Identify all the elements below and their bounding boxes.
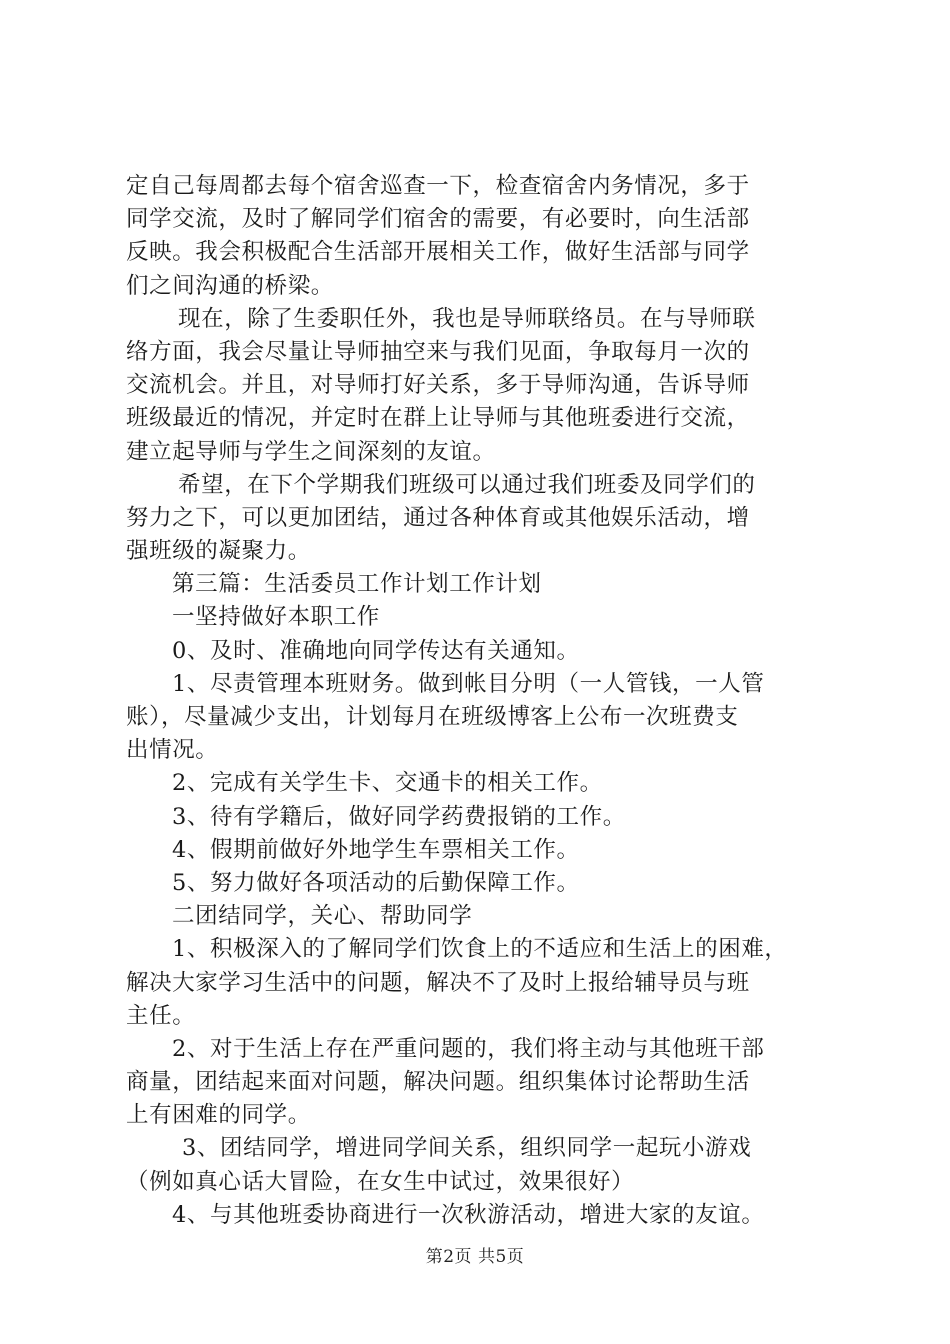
list-item: 2、对于生活上存在严重问题的，我们将主动与其他班干部: [172, 1035, 765, 1062]
list-item: 4、与其他班委协商进行一次秋游活动，增进大家的友谊。: [172, 1201, 765, 1228]
text-line: 交流机会。并且，对导师打好关系，多于导师沟通，告诉导师: [126, 372, 750, 399]
text-line: 努力之下，可以更加团结，通过各种体育或其他娱乐活动，增: [126, 504, 750, 531]
list-item: 2、完成有关学生卡、交通卡的相关工作。: [172, 770, 603, 797]
text-line: 账），尽量减少支出，计划每月在班级博客上公布一次班费支: [126, 704, 739, 730]
text-line: 络方面，我会尽量让导师抽空来与我们见面，争取每月一次的: [126, 338, 750, 365]
list-item: 0、及时、准确地向同学传达有关通知。: [172, 637, 580, 664]
text-line: 上有困难的同学。: [126, 1102, 311, 1129]
text-line: 反映。我会积极配合生活部开展相关工作，做好生活部与同学: [126, 239, 750, 266]
text-line: 出情况。: [126, 737, 219, 764]
text-line: 现在，除了生委职任外，我也是导师联络员。在与导师联: [178, 305, 756, 332]
section-heading: 第三篇：生活委员工作计划工作计划: [172, 571, 542, 598]
text-line: 主任。: [126, 1002, 196, 1029]
document-body: [126, 170, 831, 1232]
list-item: 1、尽责管理本班财务。做到帐目分明（一人管钱，一人管: [172, 670, 765, 697]
text-line: 同学交流，及时了解同学们宿舍的需要，有必要时，向生活部: [126, 206, 750, 233]
text-line: 们之间沟通的桥梁。: [126, 272, 334, 299]
subsection-heading: 一坚持做好本职工作: [172, 604, 380, 631]
list-item: 5、努力做好各项活动的后勤保障工作。: [172, 869, 580, 896]
text-line: 希望，在下个学期我们班级可以通过我们班委及同学们的: [178, 471, 756, 498]
text-line: 强班级的凝聚力。: [126, 538, 311, 565]
text-line: 解决大家学习生活中的问题，解决不了及时上报给辅导员与班: [126, 969, 750, 996]
list-item: 4、假期前做好外地学生车票相关工作。: [172, 836, 580, 863]
text-line: 班级最近的情况，并定时在群上让导师与其他班委进行交流，: [126, 405, 750, 432]
list-item: 3、团结同学，增进同学间关系，组织同学一起玩小游戏: [182, 1135, 752, 1162]
page-number-footer: 第2页 共5页: [425, 1247, 525, 1267]
text-line: （例如真心话大冒险，在女生中试过，效果很好）: [126, 1168, 635, 1195]
text-line: 建立起导师与学生之间深刻的友谊。: [126, 438, 496, 465]
list-item: 1、积极深入的了解同学们饮食上的不适应和生活上的困难，: [172, 936, 788, 963]
subsection-heading: 二团结同学，关心、帮助同学: [172, 903, 473, 930]
text-line: 商量，团结起来面对问题，解决问题。组织集体讨论帮助生活: [126, 1069, 750, 1096]
list-item: 3、待有学籍后，做好同学药费报销的工作。: [172, 803, 626, 830]
text-line: 定自己每周都去每个宿舍巡查一下，检查宿舍内务情况，多于: [126, 173, 750, 199]
